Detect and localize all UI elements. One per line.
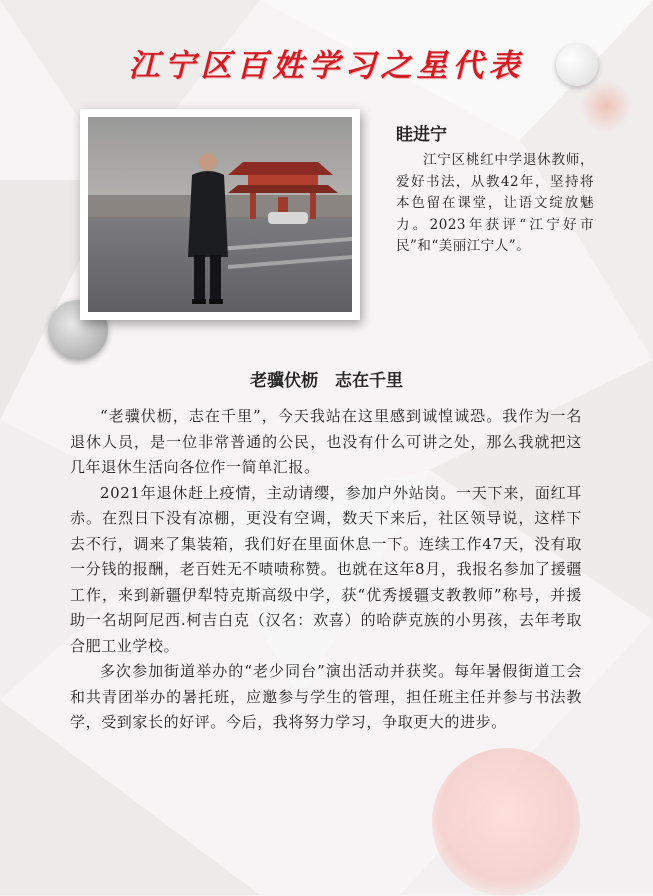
article-paragraph: 2021年退休赶上疫情，主动请缨，参加户外站岗。一天下来，面红耳赤。在烈日下没有凉棚，更没有空调，数天下来后，社区领导说，这样下去不行，调来了集装箱，我们好在里面休息一下。连续工作47天，没有取一分钱的报酬，老百姓无不啧啧称赞。也就在这年8月，我报名参加了援疆工作，来到新疆伊犁特克斯高级中学，获“优秀援疆支教教师”称号，并援助一名胡阿尼西.柯吉白克（汉名：欢喜）的哈萨克族的小男孩，去年考取合肥工业学校。 [70, 483, 582, 655]
decor-circle-peach [580, 80, 632, 132]
article-paragraph: 多次参加街道举办的“老少同台”演出活动并获奖。每年暑假街道工会和共青团举办的暑托班，应邀参与学生的管理，担任班主任并参与书法教学，受到家长的好评。今后，我将努力学习，争取更大的进步。 [70, 662, 582, 731]
article-paragraph: “老骥伏枥，志在千里”，今天我站在这里感到诚惶诚恐。我作为一名退休人员，是一位非常普通的公民，也没有什么可讲之处，那么我就把这几年退休生活向各位作一简单汇报。 [70, 407, 582, 476]
portrait-photo [88, 117, 352, 312]
page-title: 江宁区百姓学习之星代表 [128, 48, 525, 84]
person-bio: 江宁区桃红中学退休教师，爱好书法，从教42年，坚持将本色留在课堂，让语文绽放魅力。2023年获评“江宁好市民”和“美丽江宁人”。 [396, 152, 594, 254]
person-name: 眭进宁 [396, 125, 447, 145]
decor-circle-pink [432, 748, 580, 896]
article-title: 老骥伏枥 志在千里 [250, 371, 403, 391]
photo-frame [80, 109, 360, 320]
article-body [70, 404, 582, 736]
